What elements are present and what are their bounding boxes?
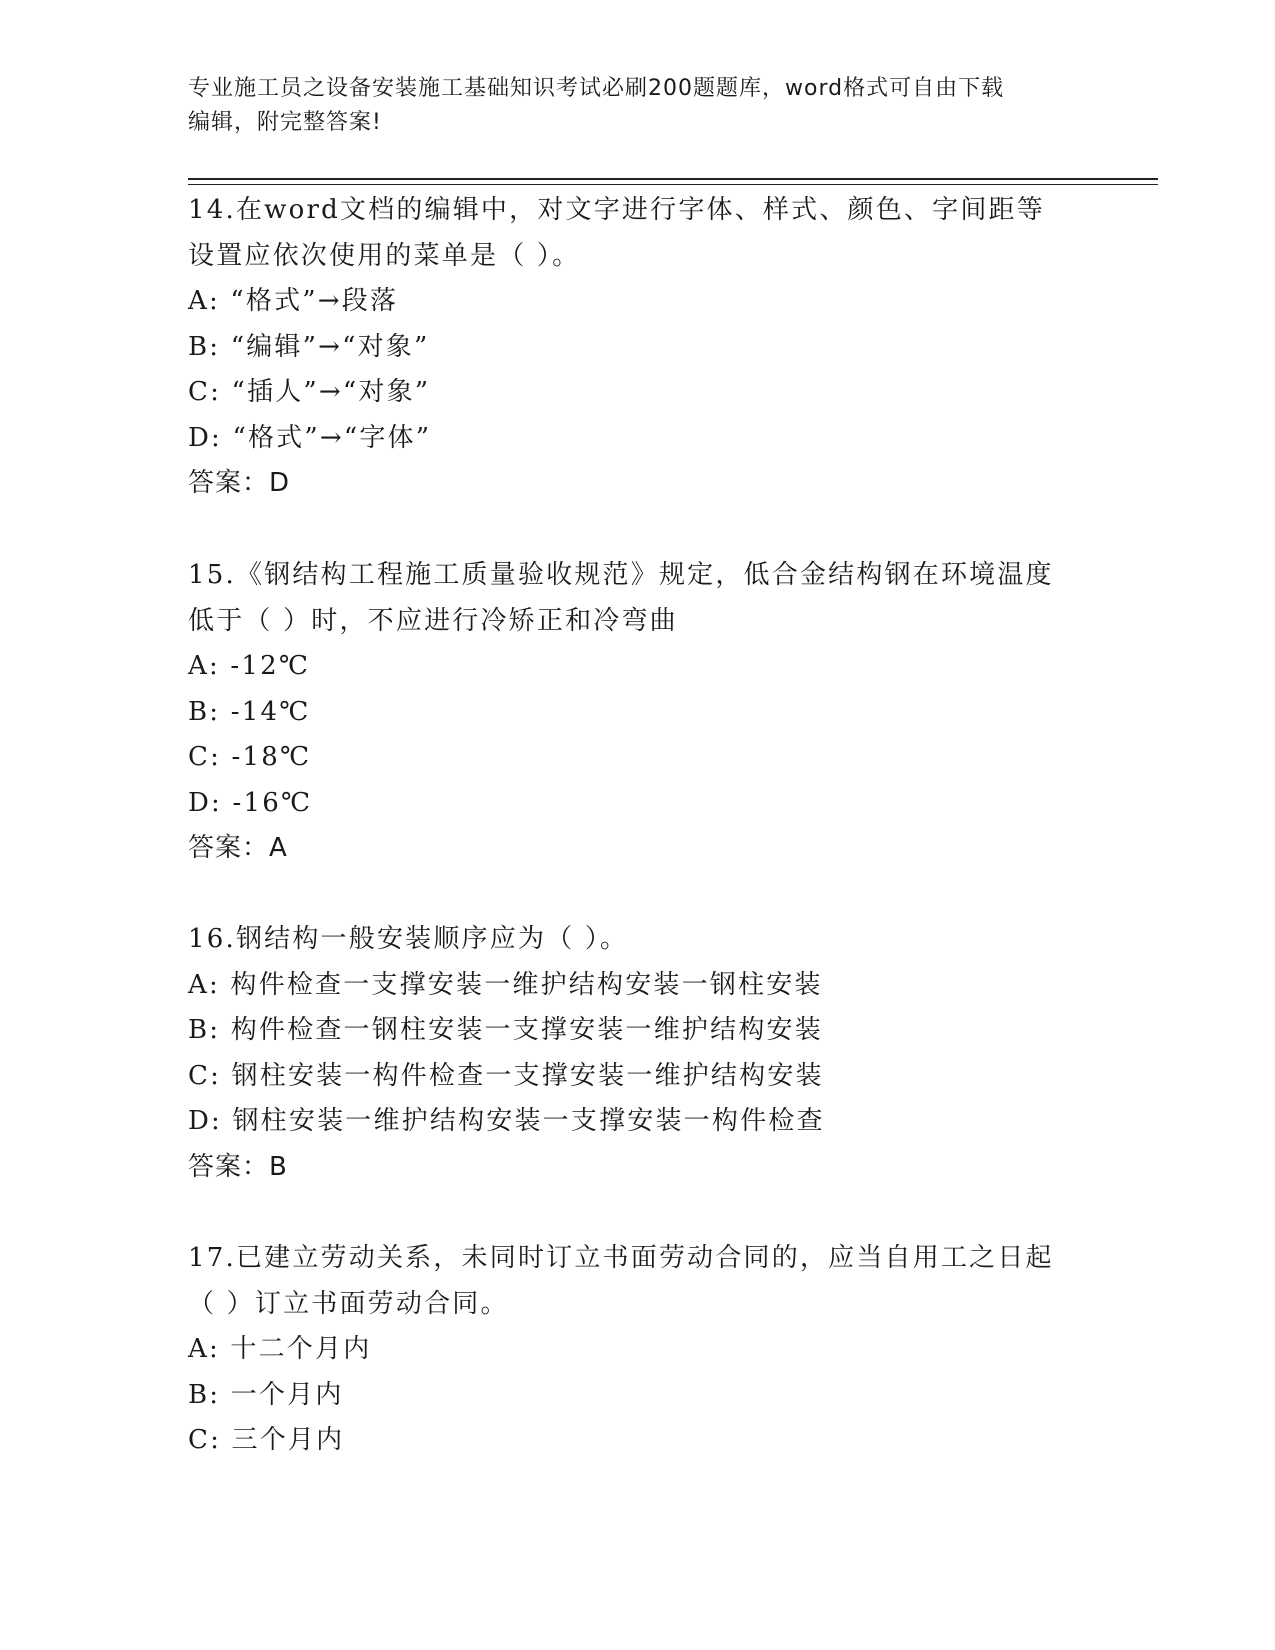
question-stem-line: （ ）订立书面劳动合同。 — [188, 1288, 509, 1319]
question-stem-line: 设置应依次使用的菜单是（ ）。 — [188, 240, 581, 271]
option-a: A: 十二个月内 — [188, 1334, 372, 1364]
question-stem-line: 16.钢结构一般安装顺序应为（ ）。 — [188, 924, 629, 954]
question-14 — [188, 188, 1088, 507]
option-d: D: “格式”→“字体” — [188, 422, 432, 453]
option-d: D: 钢柱安装一维护结构安装一支撑安装一构件检查 — [188, 1106, 825, 1136]
option-b: B: -14℃ — [188, 696, 311, 727]
option-b: B: 一个月内 — [188, 1379, 344, 1410]
question-stem-line: 低于（ ）时，不应进行冷矫正和冷弯曲 — [188, 605, 678, 636]
option-b: B: “编辑”→“对象” — [188, 331, 430, 362]
option-c: C: -18℃ — [188, 742, 312, 772]
option-a: A: “格式”→段落 — [188, 286, 399, 316]
document-header — [188, 72, 1068, 140]
question-17 — [188, 1236, 1088, 1464]
option-a: A: -12℃ — [188, 651, 311, 681]
option-a: A: 构件检查一支撑安装一维护结构安装一钢柱安装 — [188, 969, 823, 1000]
answer-label: 答案：A — [188, 833, 288, 863]
option-d: D: -16℃ — [188, 787, 313, 818]
option-b: B: 构件检查一钢柱安装一支撑安装一维护结构安装 — [188, 1015, 823, 1045]
answer-label: 答案：D — [188, 468, 291, 498]
option-c: C: 钢柱安装一构件检查一支撑安装一维护结构安装 — [188, 1060, 824, 1091]
question-stem-line: 14.在word文档的编辑中，对文字进行字体、样式、颜色、字间距等 — [188, 195, 1045, 225]
question-stem-line: 17.已建立劳动关系，未同时订立书面劳动合同的，应当自用工之日起 — [188, 1243, 1054, 1273]
header-divider-thick — [188, 178, 1158, 180]
option-c: C: 三个月内 — [188, 1425, 345, 1455]
header-line-1: 专业施工员之设备安装施工基础知识考试必刷200题题库，word格式可自由下载 — [188, 76, 1005, 101]
question-stem-line: 15.《钢结构工程施工质量验收规范》规定，低合金结构钢在环境温度 — [188, 560, 1054, 590]
answer-label: 答案：B — [188, 1151, 288, 1182]
question-15 — [188, 553, 1088, 872]
header-divider-thin — [188, 184, 1158, 185]
header-line-2: 编辑，附完整答案! — [188, 110, 382, 135]
option-c: C: “插人”→“对象” — [188, 377, 431, 407]
question-16 — [188, 917, 1088, 1190]
